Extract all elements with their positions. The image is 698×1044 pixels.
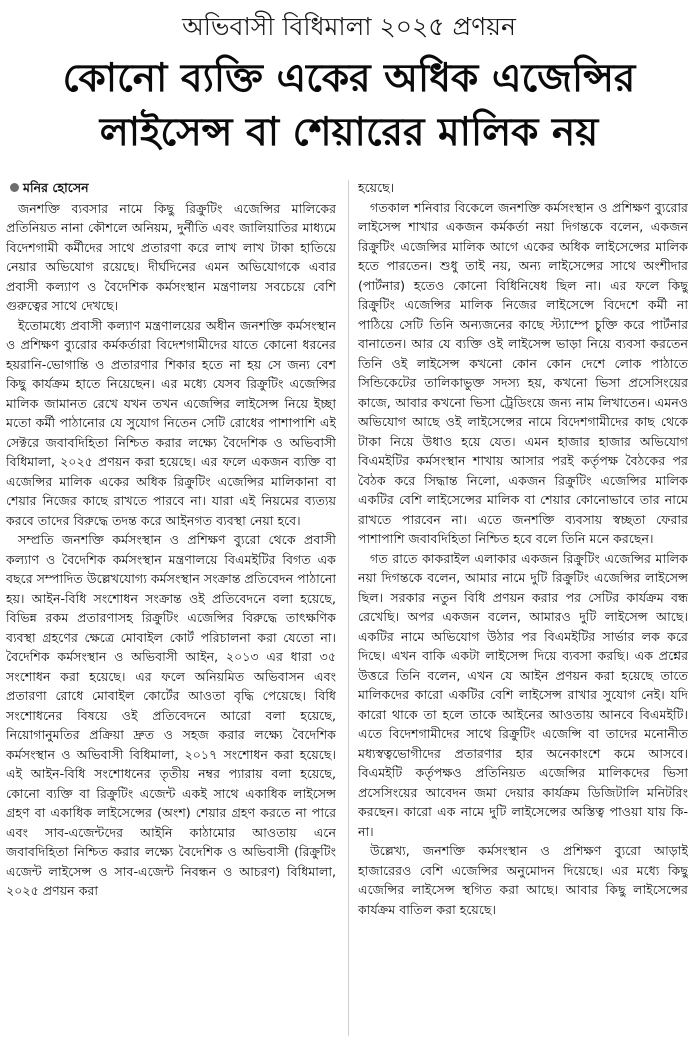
paragraph: ইতোমধ্যে প্রবাসী কল্যাণ মন্ত্রণালয়ের অধীন জনশক্তি কর্মসংস্থান ও প্রশিক্ষণ ব্যুরোর কর্মকর্তারা বিদেশগামীদের যাতে কোনো ধরনের হয়রানি-ভোগান্তি ও প্রতারণার শিকার হতে না হয় সে জন্য বেশ কিছু কার্যক্রম হাতে নিয়েছেন। এর মধ্যে যেসব রিক্রুটিং এজেন্সির মালিক জামানত রেখে যখন তখন এজেন্সির লাইসেন্স নিয়ে ইচ্ছা মতো কর্মী পাঠানোর যে সুযোগ নিতেন সেটি রোধের পাশাপাশি এই সেক্টরে জবাবদিহিতা নিশ্চিত করার লক্ষ্যে বৈদেশিক ও অভিবাসী বিধিমালা, ২০২৫ প্রণয়ন করা হয়েছে। এর ফলে একজন ব্যক্তি বা এজেন্সির মালিক একের অধিক রিক্রুটিং এজেন্সির মালিকানা বা শেয়ার নিজের কাছে রাখতে পারবে না। যারা এই নিয়মের ব্যত্যয় করবে তাদের বিরুদ্ধে তদন্ত করে আইনগত ব্যবস্থা নেয়া হবে। <box>6 317 336 528</box>
paragraph: গতকাল শনিবার বিকেলে জনশক্তি কর্মসংস্থান ও প্রশিক্ষণ ব্যুরোর লাইসেন্স শাখার একজন কর্মকর্তা নয়া দিগন্তকে বলেন, একজন রিক্রুটিং এজেন্সির মালিক আগে একের অধিক লাইসেন্সের মালিক হতে পারতেন। শুধু তাই নয়, অন্য লাইসেন্সের সাথে অংশীদার (পার্টনার) হতেও কোনো বিধিনিষেধ ছিল না। এর ফলে কিছু রিক্রুটিং এজেন্সির মালিক নিজের লাইসেন্সে বিদেশে কর্মী না পাঠিয়ে সেটি তিনি অন্যজনের কাছে স্ট্যাম্পে চুক্তি করে পার্টনার বানাতেন। আর যে ব্যক্তি ওই লাইসেন্স ভাড়া নিয়ে ব্যবসা করতেন তিনি ওই লাইসেন্স কখনো কোন কোন দেশে লোক পাঠাতে সিন্ডিকেটের তালিকাভুক্ত সদস্য হয়, কখনো ভিসা প্রসেসিংয়ের কাজে, আবার কখনো ভিসা ট্রেডিংয়ে জন্য নাম লিখাতেন। এমনও অভিযোগ আছে ওই লাইসেন্সের নামে বিদেশগামীদের কাছ থেকে টাকা নিয়ে উধাও হয়ে যেত। এমন হাজার হাজার অভিযোগ বিএমইটির কর্মসংস্থান শাখায় আসার পরই কর্তৃপক্ষ বৈঠকের পর বৈঠক করে সিদ্ধান্ত নিলো, একজন রিক্রুটিং এজেন্সির মালিক একটির বেশি লাইসেন্সের মালিক বা শেয়ার কোনোভাবে তার নামে রাখতে পারবেন না। এতে জনশক্তি ব্যবসায় স্বচ্ছতা ফেরার পাশাপাশি জবাবদিহিতা নিশ্চিত হবে বলে তিনি মনে করছেন। <box>358 199 688 546</box>
column-divider <box>348 180 349 1036</box>
paragraph: জনশক্তি ব্যবসার নামে কিছু রিক্রুটিং এজেন্সির মালিকের প্রতিনিয়ত নানা কৌশলে অনিয়ম, দুর্নীতি এবং জালিয়াতির মাধ্যমে বিদেশগামী কর্মীদের সাথে প্রতারণা করে লাখ লাখ টাকা হাতিয়ে নেয়ার অভিযোগ রয়েছে। দীর্ঘদিনের এমন অভিযোগকে এবার প্রবাসী কল্যাণ ও বৈদেশিক কর্মসংস্থান মন্ত্রণালয় সবচেয়ে বেশি গুরুত্বের সাথে দেখছে। <box>6 200 336 313</box>
paragraph: সম্প্রতি জনশক্তি কর্মসংস্থান ও প্রশিক্ষণ ব্যুরো থেকে প্রবাসী কল্যাণ ও বৈদেশিক কর্মসংস্থান মন্ত্রণালয়ে বিএমইটির বিগত এক বছরে সম্পাদিত উল্লেখযোগ্য কর্মসংস্থান সংক্রান্ত প্রতিবেদন পাঠানো হয়। আইন-বিধি সংশোধন সংক্রান্ত ওই প্রতিবেদনে বলা হয়েছে, বিভিন্ন রকম প্রতারণাসহ রিক্রুটিং এজেন্সির বিরুদ্ধে তাৎক্ষণিক ব্যবস্থা গ্রহণের ক্ষেত্রে মোবাইল কোর্ট পরিচালনা করা যেতো না। বৈদেশিক কর্মসংস্থান ও অভিবাসী আইন, ২০১৩ এর ধারা ৩৫ সংশোধন করা হয়েছে। এর ফলে অনিয়মিত অভিবাসন এবং প্রতারণা রোধে মোবাইল কোর্টের আওতা বৃদ্ধি পেয়েছে। বিধি সংশোধনের বিষয়ে ওই প্রতিবেদনে আরো বলা হয়েছে, নিয়োগানুমতির প্রক্রিয়া দ্রুত ও সহজ করার লক্ষ্যে বৈদেশিক কর্মসংস্থান ও অভিবাসী বিধিমালা, ২০১৭ সংশোধন করা হয়েছে। এই আইন-বিধি সংশোধনের তৃতীয় নম্বর প্যারায় বলা হয়েছে, কোনো ব্যক্তি বা রিক্রুটিং এজেন্ট একই সাথে একাধিক লাইসেন্স গ্রহণ বা একাধিক লাইসেন্সের (অংশ) শেয়ার গ্রহণ করতে না পারে এবং সাব-এজেন্টদের আইনি কাঠামোর আওতায় এনে জবাবদিহিতা নিশ্চিত করার লক্ষ্যে বৈদেশিক ও অভিবাসী (রিক্রুটিং এজেন্ট লাইসেন্স ও সাব-এজেন্ট নিবন্ধন ও আচরণ) বিধিমালা, ২০২৫ প্রণয়ন করা <box>6 532 336 898</box>
bullet-icon <box>10 183 19 192</box>
headline-line-2: লাইসেন্স বা শেয়ারের মালিক নয় <box>99 110 599 155</box>
column-left <box>6 178 336 1038</box>
headline <box>0 52 698 160</box>
paragraph: গত রাতে কাকরাইল এলাকার একজন রিক্রুটিং এজেন্সির মালিক নয়া দিগন্তকে বলেন, আমার নামে দুটি রিক্রুটিং এজেন্সির লাইসেন্স ছিল। সরকার নতুন বিধি প্রণয়ন করার পর সেটির কার্যক্রম বন্ধ রেখেছি। অপর একজন বলেন, আমারও দুটি লাইসেন্স আছে। একটির নামে অভিযোগ উঠার পর বিএমইটির সার্ভার লক করে দিছে। এখন বাকি একটা লাইসেন্স দিয়ে ব্যবসা করছি। এক প্রশ্নের উত্তরে তিনি বলেন, এখন যে আইন প্রণয়ন করা হয়েছে তাতে মালিকদের কারো একটির বেশি লাইসেন্স রাখার সুযোগ নেই। যদি কারো থাকে তা হলে তাকে আইনের আওতায় আনবে বিএমইটি। এতে বিদেশগামীদের সাথে রিক্রুটিং এজেন্সি বা তাদের মনোনীত মধ্যস্বত্বভোগীদের প্রতারণার হার অনেকাংশে কমে আসবে। বিএমইটি কর্তৃপক্ষও প্রতিনিয়ত এজেন্সির মালিকদের ভিসা প্রসেসিংয়ের আবেদন জমা দেয়ার কার্যক্রম ডিজিটালি মনিটরিং করছেন। কারো এক নামে দুটি লাইসেন্সের অস্তিত্ব পাওয়া যায় কি-না। <box>358 550 688 839</box>
headline-line-1: কোনো ব্যক্তি একের অধিক এজেন্সির <box>62 56 636 101</box>
byline <box>6 178 336 198</box>
paragraph: উল্লেখ্য, জনশক্তি কর্মসংস্থান ও প্রশিক্ষণ ব্যুরো আড়াই হাজারেরও বেশি এজেন্সির অনুমোদন দিয়েছে। এর মধ্যে কিছু এজেন্সির লাইসেন্স স্থগিত করা আছে। আবার কিছু লাইসেন্সের কার্যক্রম বাতিল করা হয়েছে। <box>358 843 688 917</box>
byline-author: মনির হোসেন <box>23 180 89 195</box>
paragraph-continuation: হয়েছে। <box>358 180 395 195</box>
column-right <box>358 178 688 1038</box>
article-body <box>6 178 694 1040</box>
kicker-title: অভিবাসী বিধিমালা ২০২৫ প্রণয়ন <box>182 12 516 41</box>
